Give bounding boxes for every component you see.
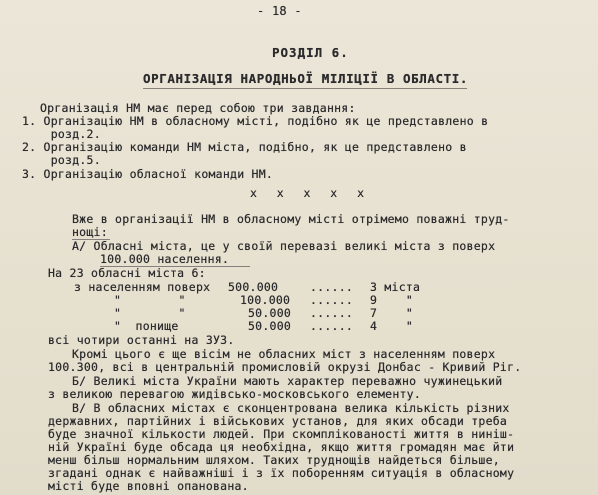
task-line: 1. Організацію НМ в обласному місті, подібно як це представлено в [22,114,489,128]
stats-value: 50.000 [248,306,292,320]
stats-count: 9 " [370,293,414,307]
stats-count: 3 міста [370,280,421,294]
stats-value: 50.000 [248,319,292,333]
stats-count: 4 " [370,319,414,333]
paragraph-line: Кромі цього є ще вісім не обласних міст з населенням поверх [72,347,496,361]
stats-label: " " [114,293,186,307]
item-b-line: з великою перевагою жидівсько-московського елементу. [48,387,422,401]
stats-value: 500.000 [228,280,279,294]
title-underline [143,88,467,89]
task-line: 3. Організацію обласної команди НМ. [22,167,274,181]
chapter-heading: РОЗДІЛ 6. [272,45,349,60]
stats-dots: ...... [310,306,354,320]
item-v-line: менш більш нормальним шляхом. Таких труднощів найдеться більше, [48,453,500,467]
stats-label: " " [114,306,186,320]
item-a-line: А/ Обласні міста, це у своїй перевазі великі міста з поверх [72,239,496,253]
item-v-line: державних, партійних і військових установ, для яких обсади треба [48,414,508,428]
paragraph-line: нощі: [72,225,108,239]
stats-dots: ...... [310,280,354,294]
stats-label: " понище [114,319,179,333]
page-number: - 18 - [257,4,302,18]
task-line: розд.5. [22,153,101,167]
stats-dots: ...... [310,293,354,307]
item-v-line: згадані однак є найважніші і з їх поборенням ситуація в обласному [48,466,515,480]
paragraph-line: 100.300, всі в центральній промисловій окрузі Донбас - Кривий Ріг. [48,360,522,374]
stats-count: 7 " [370,306,414,320]
stats-footer: всі чотири останні на ЗУЗ. [48,333,235,347]
item-v-line: В/ В обласних містах є сконцентрована велика кількість різних [72,401,510,415]
stats-dots: ...... [310,319,354,333]
task-line: 2. Організацію команди НМ міста, подібно, як це представлено в [22,140,467,154]
stats-label: з населенням поверх [74,280,211,294]
section-separator: x x x x x [250,186,367,200]
stats-value: 100.000 [240,293,291,307]
intro-line: Організація НМ має перед собою три завдання: [40,101,356,115]
stats-intro: На 23 обласні міста 6: [48,266,206,280]
item-b-line: Б/ Великі міста України мають характер переважно чужинецький [72,374,503,388]
task-line: розд.2. [22,127,101,141]
item-v-line: ній Україні буде обсада ця необхідна, якщо життя громадян має йти [48,440,515,454]
document-title: ОРГАНІЗАЦІЯ НАРОДНЬОЇ МІЛІЦІЇ В ОБЛАСТІ. [143,71,469,86]
item-a-line: 100.000 населення. [100,252,230,266]
item-v-line: місті буде вповні опанована. [48,479,249,493]
paragraph-line: Вже в організації НМ в обласному місті отрімемо поважні труд- [72,212,510,226]
item-v-line: буде значної кількости людей. При скомплікованості життя в нинiш- [48,427,515,441]
